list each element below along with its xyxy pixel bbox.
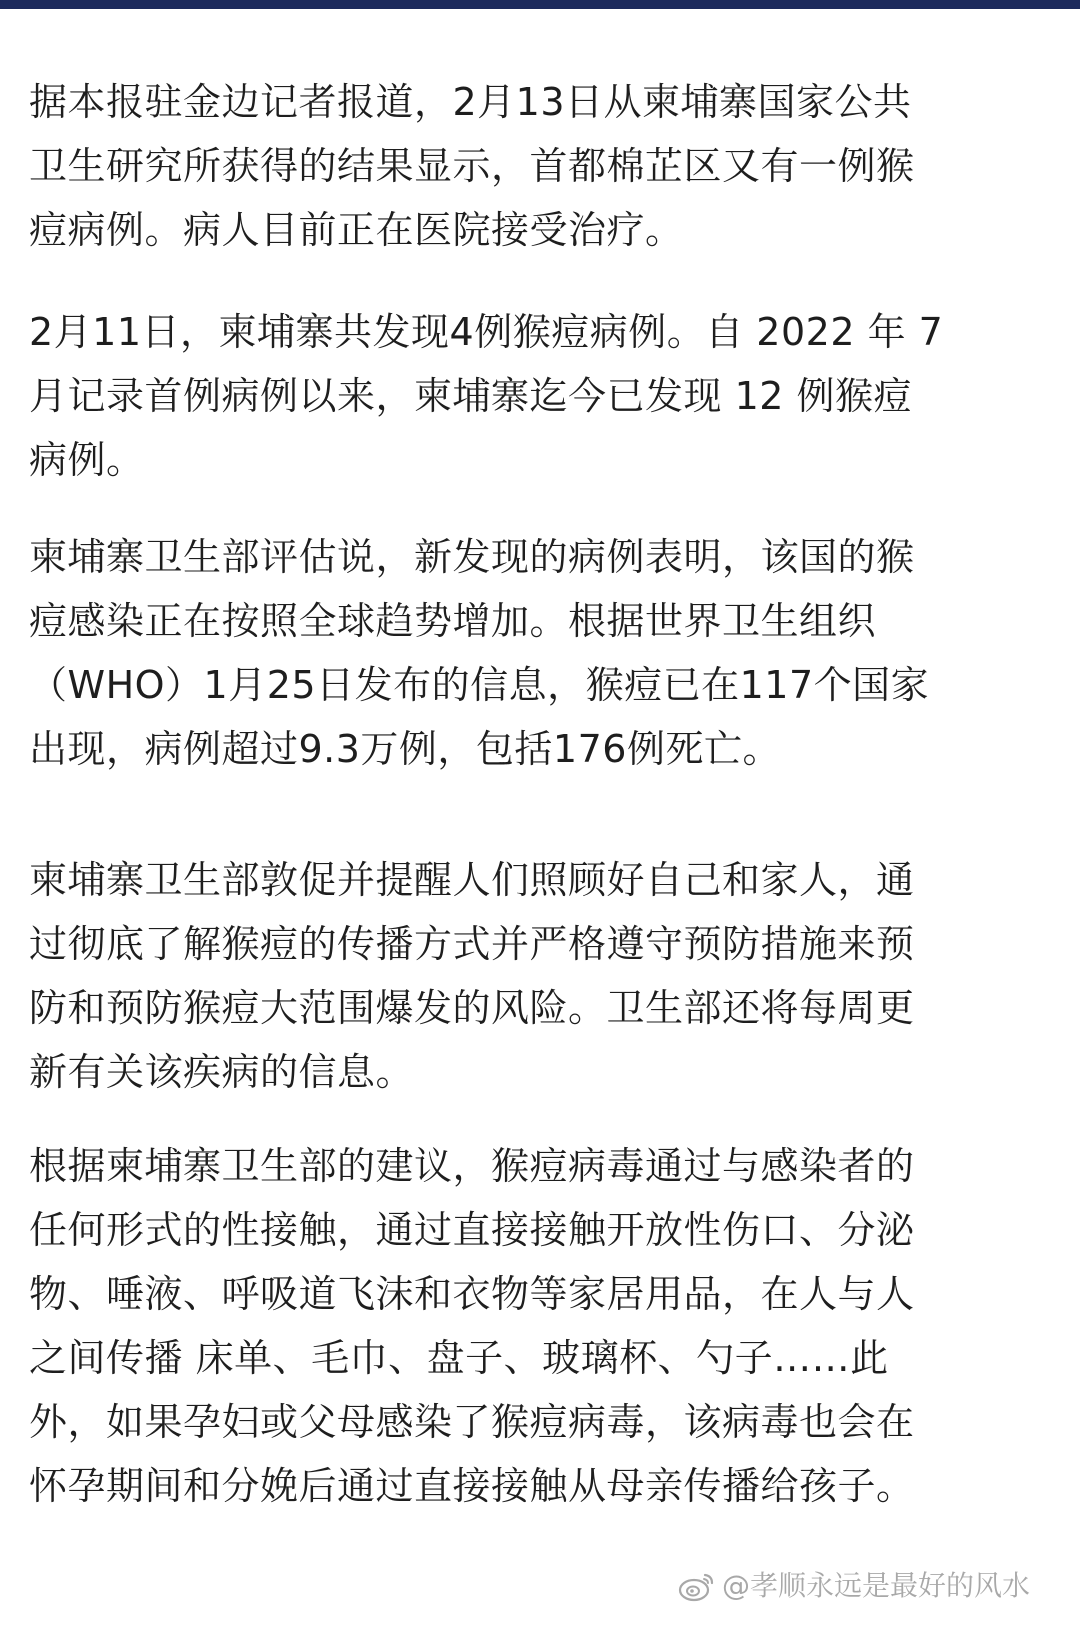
- paragraph-line: 出现，病例超过9.3万例，包括176例死亡。: [29, 727, 781, 771]
- paragraph-line: 柬埔寨卫生部评估说，新发现的病例表明，该国的猴: [29, 535, 915, 579]
- paragraph-line: （WHO）1月25日发布的信息，猴痘已在117个国家: [29, 663, 930, 707]
- weibo-watermark: [678, 1566, 1030, 1606]
- paragraph-line: 据本报驻金边记者报道，2月13日从柬埔寨国家公共: [29, 80, 912, 124]
- paragraph-line: 柬埔寨卫生部敦促并提醒人们照顾好自己和家人，通: [29, 858, 915, 902]
- watermark-text: @孝顺永远是最好的风水: [721, 1569, 1030, 1602]
- paragraph-line: 之间传播 床单、毛巾、盘子、玻璃杯、勺子……此: [29, 1336, 889, 1380]
- paragraph-line: 防和预防猴痘大范围爆发的风险。卫生部还将每周更: [29, 986, 915, 1030]
- paragraph-line: 病例。: [29, 438, 145, 482]
- paragraph-line: 痘感染正在按照全球趋势增加。根据世界卫生组织: [29, 599, 877, 643]
- article-paragraph: [29, 848, 915, 1104]
- paragraph-line: 物、唾液、呼吸道飞沫和衣物等家居用品，在人与人: [29, 1272, 915, 1316]
- paragraph-line: 根据柬埔寨卫生部的建议，猴痘病毒通过与感染者的: [29, 1144, 915, 1188]
- article-paragraph: [29, 525, 929, 781]
- paragraph-line: 新有关该疾病的信息。: [29, 1050, 415, 1094]
- paragraph-line: 怀孕期间和分娩后通过直接接触从母亲传播给孩子。: [29, 1464, 915, 1508]
- paragraph-line: 卫生研究所获得的结果显示，首都棉芷区又有一例猴: [29, 144, 915, 188]
- article-paragraph: [29, 70, 915, 262]
- weibo-logo-icon: [678, 1570, 716, 1602]
- article-paragraph: [29, 300, 943, 492]
- top-status-bar: [0, 0, 1080, 9]
- paragraph-line: 过彻底了解猴痘的传播方式并严格遵守预防措施来预: [29, 922, 915, 966]
- paragraph-line: 2月11日，柬埔寨共发现4例猴痘病例。自 2022 年 7: [29, 310, 944, 354]
- paragraph-line: 痘病例。病人目前正在医院接受治疗。: [29, 208, 684, 252]
- paragraph-line: 月记录首例病例以来，柬埔寨迄今已发现 12 例猴痘: [29, 374, 913, 418]
- paragraph-line: 任何形式的性接触，通过直接接触开放性伤口、分泌: [29, 1208, 915, 1252]
- article-paragraph: [29, 1134, 915, 1518]
- paragraph-line: 外，如果孕妇或父母感染了猴痘病毒，该病毒也会在: [29, 1400, 915, 1444]
